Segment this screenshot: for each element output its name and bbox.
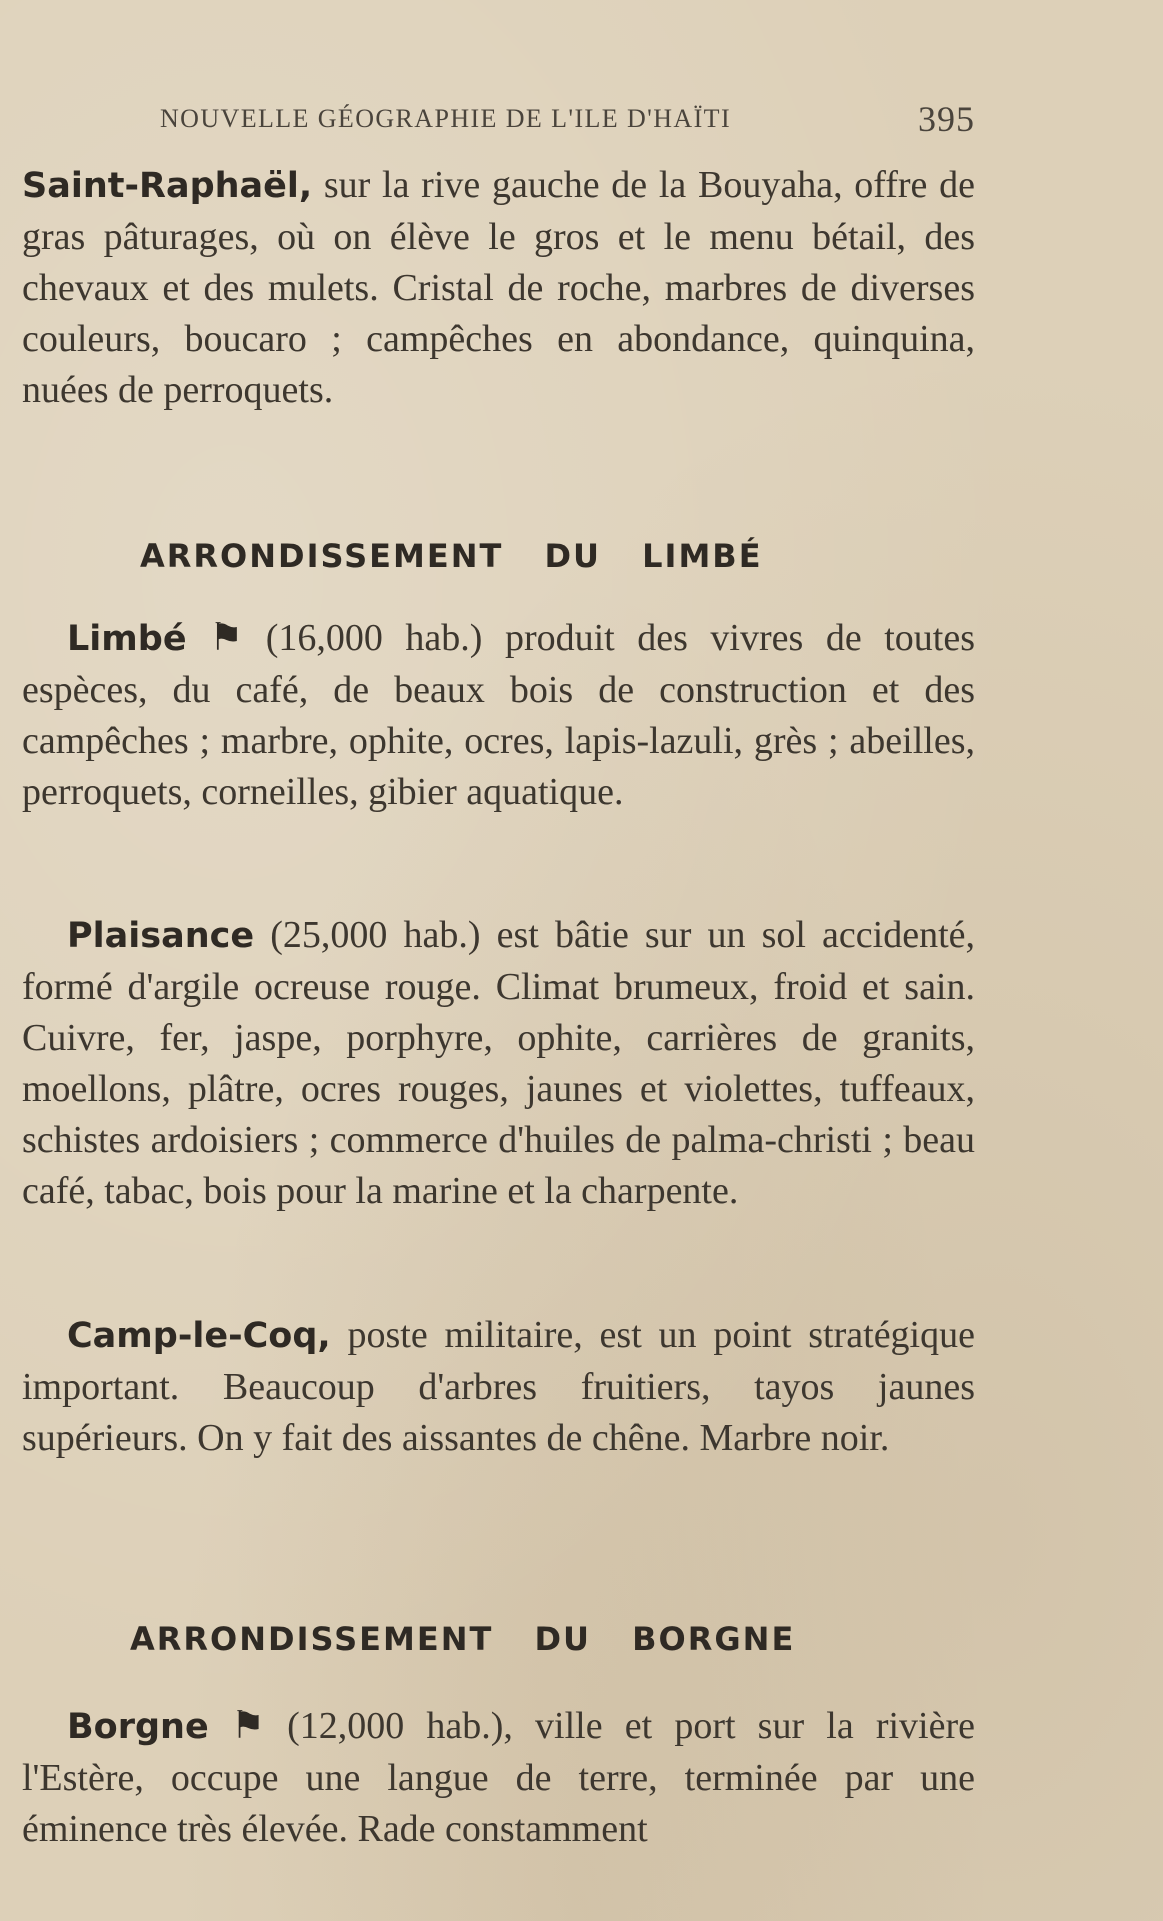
section-heading-borgne: ARRONDISSEMENT DU BORGNE (130, 1620, 796, 1658)
place-name: Camp-le-Coq, (67, 1316, 331, 1356)
flag-icon: ⚑ (230, 1703, 265, 1747)
paragraph-text: sur la rive gauche de la Bouyaha, offre de gras pâturages, où on élève le gros et le menu bétail, des chevaux et des mulets. Cristal de roche, marbres de diverses couleurs, boucaro ; campêches en abondance, quinquina, nuées de perroquets. (22, 164, 975, 411)
paragraph-camp-le-coq (22, 1310, 975, 1464)
paragraph-text: poste militaire, est un point stratégique important. Beaucoup d'arbres fruitiers, tayos jaunes supérieurs. On y fait des aissantes de chêne. Marbre noir. (22, 1314, 975, 1459)
place-name: Plaisance (67, 916, 255, 956)
flag-icon: ⚑ (209, 615, 244, 659)
section-heading-limbe: ARRONDISSEMENT DU LIMBÉ (140, 537, 763, 575)
running-head (160, 98, 975, 138)
paragraph-plaisance (22, 910, 975, 1217)
place-name: Borgne (67, 1707, 209, 1747)
paragraph-text: (25,000 hab.) est bâtie sur un sol accidenté, formé d'argile ocreuse rouge. Climat brumeux, froid et sain. Cuivre, fer, jaspe, porphyre, ophite, carrières de granits, moellons, plâtre, ocres rouges, jaunes et violettes, tuffeaux, schistes ardoisiers ; commerce d'huiles de palma-christi ; beau café, tabac, bois pour la marine et la charpente. (22, 914, 975, 1212)
paragraph-text: (16,000 hab.) produit des vivres de toutes espèces, du café, de beaux bois de construction et des campêches ; marbre, ophite, ocres, lapis-lazuli, grès ; abeilles, perroquets, corneilles, gibier aquatique. (22, 617, 975, 813)
place-name: Limbé (67, 619, 187, 659)
paragraph-borgne (22, 1700, 975, 1855)
paragraph-text: (12,000 hab.), ville et port sur la rivière l'Estère, occupe une langue de terre, terminée par une éminence très élevée. Rade constamment (22, 1705, 976, 1850)
running-title: NOUVELLE GÉOGRAPHIE DE L'ILE D'HAÏTI (160, 104, 731, 133)
page-number: 395 (918, 99, 975, 139)
place-name: Saint-Raphaël, (22, 166, 313, 206)
paragraph-limbe (22, 612, 975, 818)
paragraph-saint-raphael (22, 160, 975, 416)
